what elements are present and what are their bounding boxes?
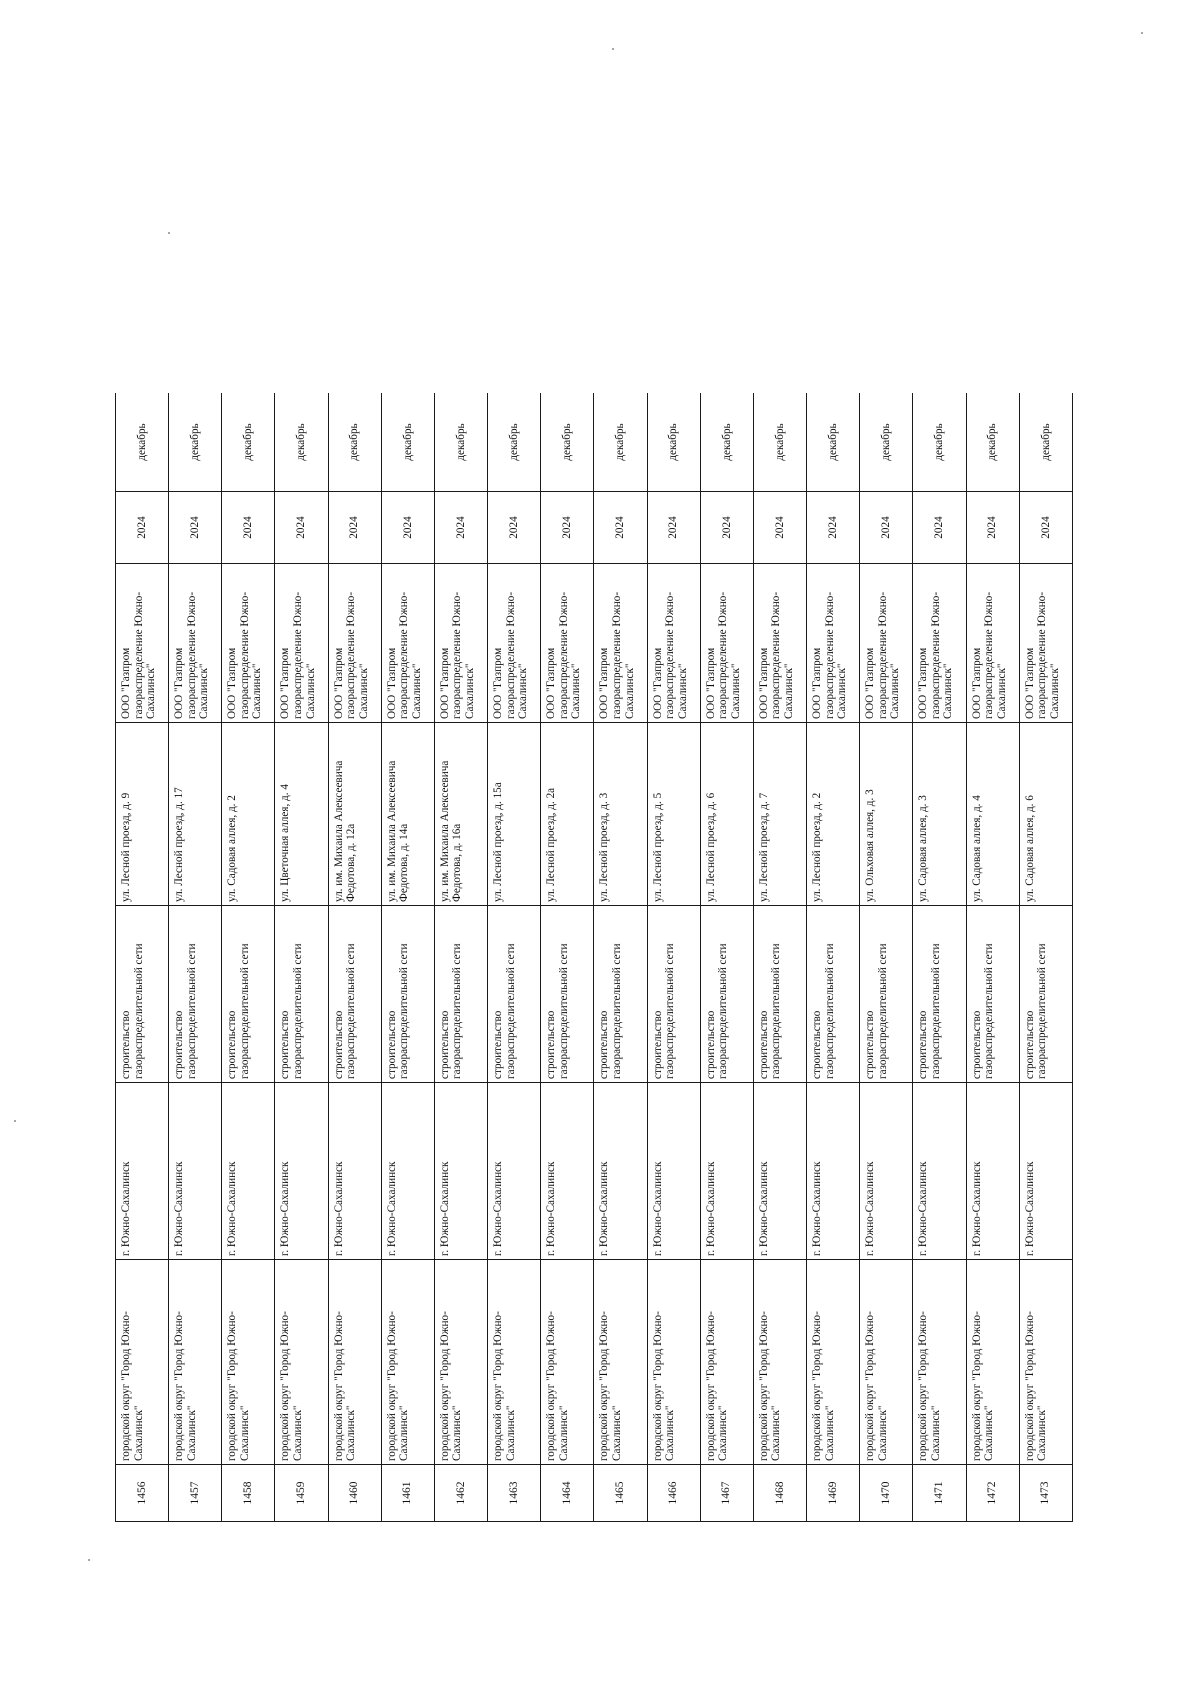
address-cell: ул. Лесной проезд, д. 17 <box>169 723 222 906</box>
address-cell: ул. Лесной проезд, д. 6 <box>700 723 753 906</box>
month-cell: декабрь <box>594 393 647 492</box>
organization-cell: ООО "Газпром газораспределение Южно-Сахалинск" <box>116 564 169 723</box>
district-cell: городской округ "Город Южно-Сахалинск" <box>1019 1260 1072 1465</box>
work-type-cell: строительство газораспределительной сети <box>594 906 647 1083</box>
table-row <box>488 393 541 1522</box>
row-number-cell: 1461 <box>381 1465 434 1522</box>
locality-cell: г. Южно-Сахалинск <box>116 1083 169 1260</box>
locality-cell: г. Южно-Сахалинск <box>434 1083 487 1260</box>
month-cell: декабрь <box>913 393 966 492</box>
year-cell: 2024 <box>275 492 328 564</box>
locality-cell: г. Южно-Сахалинск <box>222 1083 275 1260</box>
district-cell: городской округ "Город Южно-Сахалинск" <box>913 1260 966 1465</box>
locality-cell: г. Южно-Сахалинск <box>381 1083 434 1260</box>
row-number-cell: 1464 <box>541 1465 594 1522</box>
district-cell: городской округ "Город Южно-Сахалинск" <box>169 1260 222 1465</box>
locality-cell: г. Южно-Сахалинск <box>860 1083 913 1260</box>
work-type-cell: строительство газораспределительной сети <box>328 906 381 1083</box>
work-type-cell: строительство газораспределительной сети <box>860 906 913 1083</box>
month-cell: декабрь <box>807 393 860 492</box>
year-cell: 2024 <box>381 492 434 564</box>
district-cell: городской округ "Город Южно-Сахалинск" <box>700 1260 753 1465</box>
address-cell: ул. Садовая аллея, д. 6 <box>1019 723 1072 906</box>
month-cell: декабрь <box>222 393 275 492</box>
work-type-cell: строительство газораспределительной сети <box>116 906 169 1083</box>
table-row <box>169 393 222 1522</box>
month-cell: декабрь <box>488 393 541 492</box>
locality-cell: г. Южно-Сахалинск <box>913 1083 966 1260</box>
row-number-cell: 1463 <box>488 1465 541 1522</box>
address-cell: ул. им. Михаила Алексеевича Федотова, д. 12а <box>328 723 381 906</box>
row-number-cell: 1467 <box>700 1465 753 1522</box>
address-cell: ул. Ольховая аллея, д. 3 <box>860 723 913 906</box>
row-number-cell: 1466 <box>647 1465 700 1522</box>
month-cell: декабрь <box>169 393 222 492</box>
organization-cell: ООО "Газпром газораспределение Южно-Сахалинск" <box>541 564 594 723</box>
month-cell: декабрь <box>753 393 806 492</box>
year-cell: 2024 <box>169 492 222 564</box>
district-cell: городской округ "Город Южно-Сахалинск" <box>488 1260 541 1465</box>
address-cell: ул. Садовая аллея, д. 2 <box>222 723 275 906</box>
year-cell: 2024 <box>647 492 700 564</box>
scan-speck <box>1141 32 1143 34</box>
row-number-cell: 1465 <box>594 1465 647 1522</box>
table-row <box>647 393 700 1522</box>
organization-cell: ООО "Газпром газораспределение Южно-Сахалинск" <box>222 564 275 723</box>
row-number-cell: 1460 <box>328 1465 381 1522</box>
year-cell: 2024 <box>116 492 169 564</box>
table-row <box>381 393 434 1522</box>
address-cell: ул. Лесной проезд, д. 2 <box>807 723 860 906</box>
address-cell: ул. Садовая аллея, д. 3 <box>913 723 966 906</box>
table-row <box>753 393 806 1522</box>
year-cell: 2024 <box>488 492 541 564</box>
year-cell: 2024 <box>1019 492 1072 564</box>
table-row <box>541 393 594 1522</box>
year-cell: 2024 <box>860 492 913 564</box>
district-cell: городской округ "Город Южно-Сахалинск" <box>116 1260 169 1465</box>
scan-speck <box>14 1120 16 1122</box>
district-cell: городской округ "Город Южно-Сахалинск" <box>541 1260 594 1465</box>
month-cell: декабрь <box>275 393 328 492</box>
organization-cell: ООО "Газпром газораспределение Южно-Сахалинск" <box>275 564 328 723</box>
organization-cell: ООО "Газпром газораспределение Южно-Сахалинск" <box>647 564 700 723</box>
district-cell: городской округ "Город Южно-Сахалинск" <box>328 1260 381 1465</box>
table-row <box>700 393 753 1522</box>
work-type-cell: строительство газораспределительной сети <box>966 906 1019 1083</box>
organization-cell: ООО "Газпром газораспределение Южно-Сахалинск" <box>488 564 541 723</box>
month-cell: декабрь <box>700 393 753 492</box>
year-cell: 2024 <box>700 492 753 564</box>
year-cell: 2024 <box>541 492 594 564</box>
month-cell: декабрь <box>116 393 169 492</box>
organization-cell: ООО "Газпром газораспределение Южно-Сахалинск" <box>169 564 222 723</box>
scan-speck <box>88 1559 90 1561</box>
district-cell: городской округ "Город Южно-Сахалинск" <box>753 1260 806 1465</box>
address-cell: ул. им. Михаила Алексеевича Федотова, д. 16а <box>434 723 487 906</box>
work-type-cell: строительство газораспределительной сети <box>913 906 966 1083</box>
locality-cell: г. Южно-Сахалинск <box>700 1083 753 1260</box>
locality-cell: г. Южно-Сахалинск <box>328 1083 381 1260</box>
row-number-cell: 1462 <box>434 1465 487 1522</box>
address-cell: ул. им. Михаила Алексеевича Федотова, д. 14а <box>381 723 434 906</box>
locality-cell: г. Южно-Сахалинск <box>169 1083 222 1260</box>
work-type-cell: строительство газораспределительной сети <box>1019 906 1072 1083</box>
work-type-cell: строительство газораспределительной сети <box>488 906 541 1083</box>
work-type-cell: строительство газораспределительной сети <box>169 906 222 1083</box>
row-number-cell: 1469 <box>807 1465 860 1522</box>
organization-cell: ООО "Газпром газораспределение Южно-Сахалинск" <box>860 564 913 723</box>
month-cell: декабрь <box>328 393 381 492</box>
locality-cell: г. Южно-Сахалинск <box>541 1083 594 1260</box>
address-cell: ул. Лесной проезд, д. 2а <box>541 723 594 906</box>
row-number-cell: 1468 <box>753 1465 806 1522</box>
work-type-cell: строительство газораспределительной сети <box>700 906 753 1083</box>
locality-cell: г. Южно-Сахалинск <box>966 1083 1019 1260</box>
month-cell: декабрь <box>966 393 1019 492</box>
locality-cell: г. Южно-Сахалинск <box>594 1083 647 1260</box>
row-number-cell: 1459 <box>275 1465 328 1522</box>
district-cell: городской округ "Город Южно-Сахалинск" <box>434 1260 487 1465</box>
organization-cell: ООО "Газпром газораспределение Южно-Сахалинск" <box>434 564 487 723</box>
scan-speck <box>612 48 614 50</box>
year-cell: 2024 <box>753 492 806 564</box>
table-row <box>275 393 328 1522</box>
address-cell: ул. Лесной проезд, д. 9 <box>116 723 169 906</box>
scan-speck <box>168 232 170 234</box>
address-cell: ул. Цветочная аллея, д. 4 <box>275 723 328 906</box>
organization-cell: ООО "Газпром газораспределение Южно-Сахалинск" <box>1019 564 1072 723</box>
row-number-cell: 1458 <box>222 1465 275 1522</box>
row-number-cell: 1457 <box>169 1465 222 1522</box>
locality-cell: г. Южно-Сахалинск <box>807 1083 860 1260</box>
month-cell: декабрь <box>434 393 487 492</box>
work-type-cell: строительство газораспределительной сети <box>753 906 806 1083</box>
organization-cell: ООО "Газпром газораспределение Южно-Сахалинск" <box>328 564 381 723</box>
work-type-cell: строительство газораспределительной сети <box>381 906 434 1083</box>
work-type-cell: строительство газораспределительной сети <box>807 906 860 1083</box>
year-cell: 2024 <box>434 492 487 564</box>
district-cell: городской округ "Город Южно-Сахалинск" <box>807 1260 860 1465</box>
year-cell: 2024 <box>966 492 1019 564</box>
row-number-cell: 1473 <box>1019 1465 1072 1522</box>
organization-cell: ООО "Газпром газораспределение Южно-Сахалинск" <box>966 564 1019 723</box>
row-number-cell: 1471 <box>913 1465 966 1522</box>
month-cell: декабрь <box>1019 393 1072 492</box>
address-cell: ул. Садовая аллея, д. 4 <box>966 723 1019 906</box>
district-cell: городской округ "Город Южно-Сахалинск" <box>222 1260 275 1465</box>
rotated-table-frame <box>115 393 1073 1522</box>
year-cell: 2024 <box>328 492 381 564</box>
organization-cell: ООО "Газпром газораспределение Южно-Сахалинск" <box>381 564 434 723</box>
address-cell: ул. Лесной проезд, д. 7 <box>753 723 806 906</box>
district-cell: городской округ "Город Южно-Сахалинск" <box>594 1260 647 1465</box>
year-cell: 2024 <box>594 492 647 564</box>
table-row <box>222 393 275 1522</box>
table-row <box>913 393 966 1522</box>
row-number-cell: 1472 <box>966 1465 1019 1522</box>
locality-cell: г. Южно-Сахалинск <box>488 1083 541 1260</box>
address-cell: ул. Лесной проезд, д. 3 <box>594 723 647 906</box>
year-cell: 2024 <box>807 492 860 564</box>
gas-network-schedule-table <box>115 393 1073 1522</box>
district-cell: городской округ "Город Южно-Сахалинск" <box>860 1260 913 1465</box>
year-cell: 2024 <box>222 492 275 564</box>
year-cell: 2024 <box>913 492 966 564</box>
organization-cell: ООО "Газпром газораспределение Южно-Сахалинск" <box>807 564 860 723</box>
table-row <box>328 393 381 1522</box>
organization-cell: ООО "Газпром газораспределение Южно-Сахалинск" <box>700 564 753 723</box>
locality-cell: г. Южно-Сахалинск <box>275 1083 328 1260</box>
work-type-cell: строительство газораспределительной сети <box>541 906 594 1083</box>
table-row <box>594 393 647 1522</box>
table-row <box>1019 393 1072 1522</box>
locality-cell: г. Южно-Сахалинск <box>1019 1083 1072 1260</box>
address-cell: ул. Лесной проезд, д. 5 <box>647 723 700 906</box>
month-cell: декабрь <box>541 393 594 492</box>
locality-cell: г. Южно-Сахалинск <box>647 1083 700 1260</box>
table-row <box>116 393 169 1522</box>
locality-cell: г. Южно-Сахалинск <box>753 1083 806 1260</box>
work-type-cell: строительство газораспределительной сети <box>647 906 700 1083</box>
district-cell: городской округ "Город Южно-Сахалинск" <box>647 1260 700 1465</box>
organization-cell: ООО "Газпром газораспределение Южно-Сахалинск" <box>913 564 966 723</box>
organization-cell: ООО "Газпром газораспределение Южно-Сахалинск" <box>753 564 806 723</box>
row-number-cell: 1470 <box>860 1465 913 1522</box>
month-cell: декабрь <box>381 393 434 492</box>
table-row <box>860 393 913 1522</box>
month-cell: декабрь <box>860 393 913 492</box>
work-type-cell: строительство газораспределительной сети <box>275 906 328 1083</box>
district-cell: городской округ "Город Южно-Сахалинск" <box>966 1260 1019 1465</box>
organization-cell: ООО "Газпром газораспределение Южно-Сахалинск" <box>594 564 647 723</box>
table-row <box>434 393 487 1522</box>
table-row <box>807 393 860 1522</box>
address-cell: ул. Лесной проезд, д. 15а <box>488 723 541 906</box>
row-number-cell: 1456 <box>116 1465 169 1522</box>
work-type-cell: строительство газораспределительной сети <box>222 906 275 1083</box>
district-cell: городской округ "Город Южно-Сахалинск" <box>381 1260 434 1465</box>
work-type-cell: строительство газораспределительной сети <box>434 906 487 1083</box>
district-cell: городской округ "Город Южно-Сахалинск" <box>275 1260 328 1465</box>
month-cell: декабрь <box>647 393 700 492</box>
table-row <box>966 393 1019 1522</box>
